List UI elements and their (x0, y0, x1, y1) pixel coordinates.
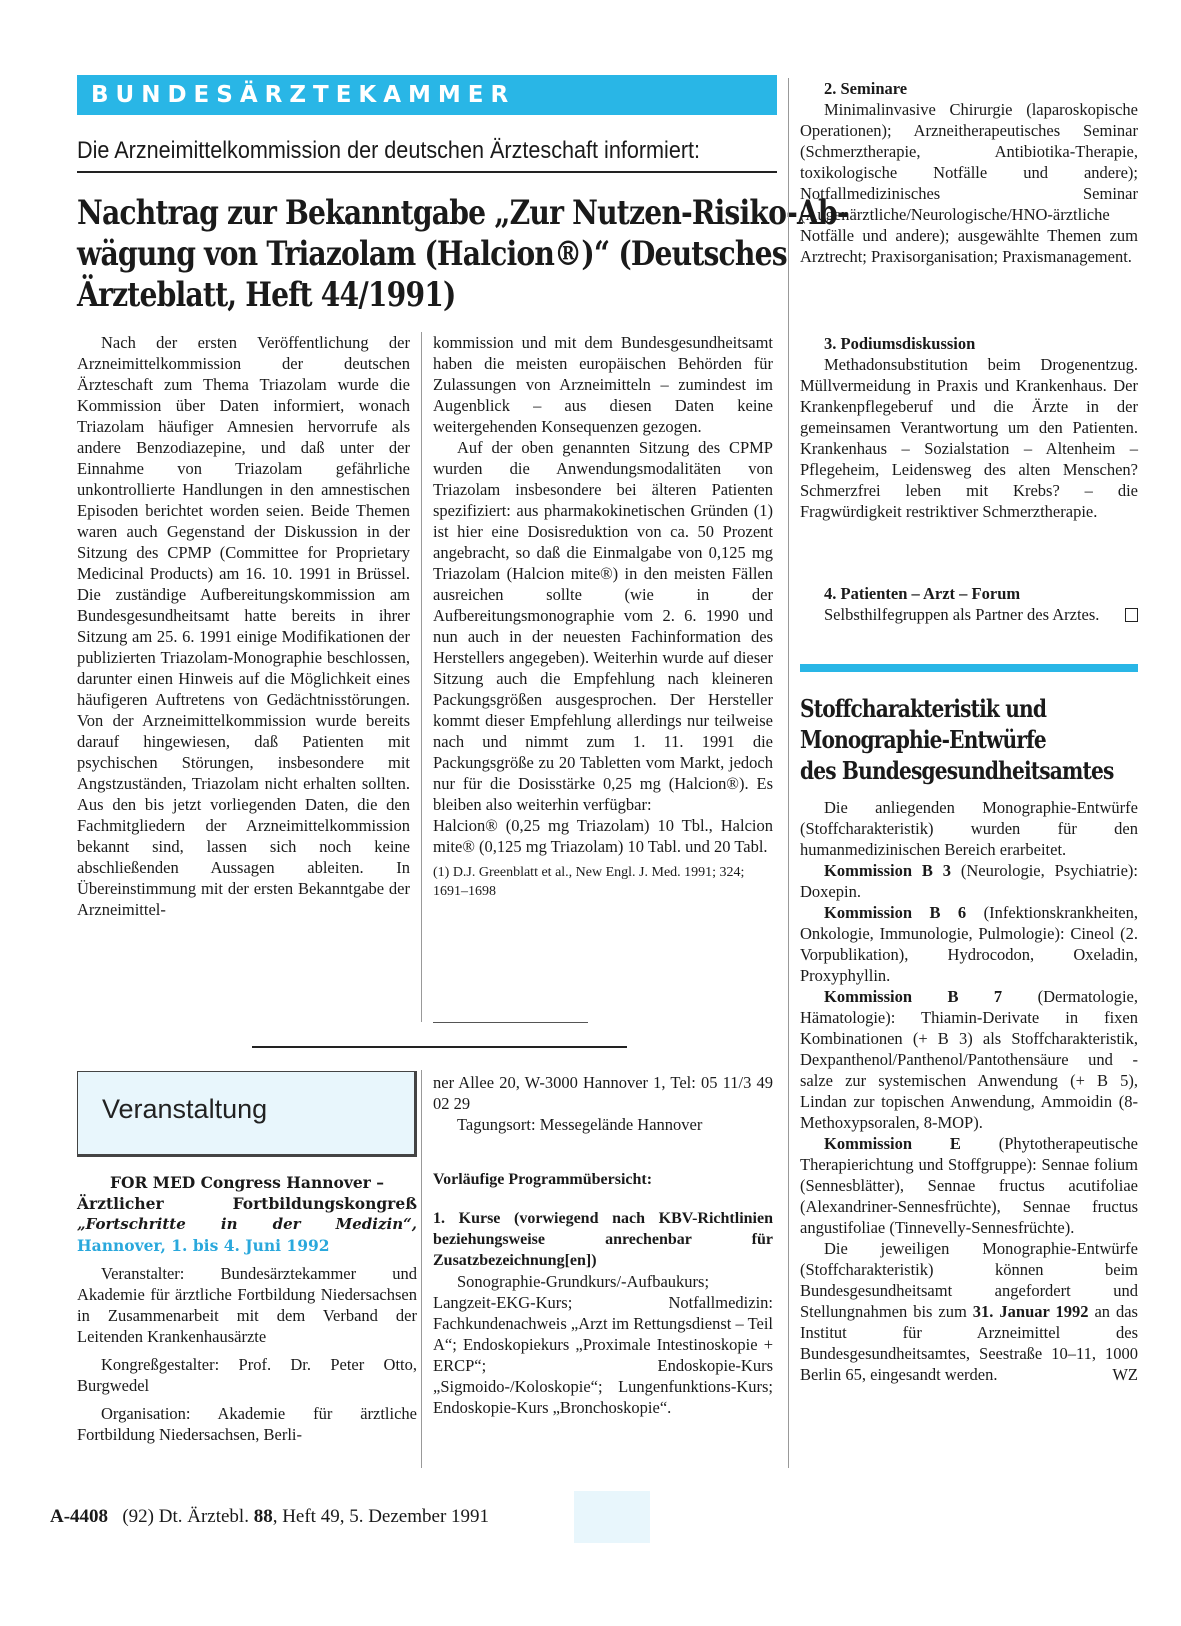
stoff-closing (800, 1238, 1138, 1385)
stoff-deadline: 31. Januar 1992 (972, 1302, 1089, 1321)
article-paragraph: Nach der ersten Veröffentlichung der Arzneimittelkommission der deutschen Ärzteschaft zum Thema Triazolam wurde die Kommission über Daten informiert, wonach Triazolam häufiger Amnesien hervorrufe als andere Benzodiazepine, und daß unter der Einnahme von Triazolam gefährliche unkontrollierte Handlungen in den amnestischen Episoden berichtet worden seien. Beide Themen waren auch Gegenstand der Diskussion in der Sitzung des CPMP (Committee for Proprietary Medicinal Products) am 16. 10. 1991 in Brüssel. Die zuständige Aufbereitungskommission am Bundesgesundheitsamt hatte bereits in ihrer Sitzung am 25. 6. 1991 einige Modifikationen der publizierten Triazolam-Monographie beschlossen, darunter einen Hinweis auf die Möglichkeit eines häufigeren Auftretens von Gedächtnisstörungen. Von der Arzneimittelkommission wurde bereits darauf hingewiesen, daß Patienten mit psychischen Störungen, insbesondere mit Angstzuständen, Triazolam nicht erhalten sollten. Aus den bis jetzt vorliegenden Daten, die den Fachmitgliedern der Arzneimittelkommission bekannt sind, lassen sich noch keine abschließenden Aussagen ableiten. In Übereinstimmung mit der ersten Bekanntgabe der Arzneimittel- (77, 333, 410, 919)
journal-name: Dt. Ärztebl. (158, 1506, 249, 1527)
stoff-kommission-b3 (800, 860, 1138, 902)
program-forum-heading: 4. Patienten – Arzt – Forum (824, 584, 1021, 603)
kommission-text: (Dermatologie, Hämatologie): Thiamin-Derivate in fixen Kombinationen (+ B 3) als Stoffcharakteristik, Dexpanthenol/Panthenol/Pantothensäure und -salze zur systemischen Anwendung (+ B 5), Lindan zur topischen Anwendung, Ammoidin (8-Methoxypsoralen, 8-MOP). (800, 987, 1138, 1132)
stoff-kommission-b6 (800, 902, 1138, 986)
stoff-headline-line-3: des Bundesgesundheitsamtes (800, 756, 1114, 785)
program-podium-text: Methadonsubstitution beim Drogenentzug. Müllvermeidung in Praxis und Krankenhaus. Der Krankenpflegeberuf und die Ärzte in der gemeinsamen Verantwortung um den Patienten. Krankenhaus – Sozialstation – Altenheim – Pflegeheim, Leidensweg des alten Menschen? Schmerzfrei leben mit Krebs? – die Fragwürdigkeit restriktiver Schmerztherapie. (800, 355, 1138, 521)
stoff-kommission-e (800, 1133, 1138, 1238)
kommission-text: (Phytotherapeutische Therapierichtung und Stoffgruppe): Sennae folium (Sennesblätter), Sennae fructus acutifoliae (Alexandriner-Sennesfrüchte), Sennae fructus angustifoliae (Tinnevelly-Sennesfrüchte). (800, 1134, 1138, 1237)
column-divider (421, 1070, 422, 1468)
stoff-headline (800, 693, 1138, 786)
kommission-label: Kommission B 6 (824, 903, 967, 922)
article-column-1 (77, 332, 410, 920)
event-title-word: „Fortschritte (77, 1215, 186, 1233)
kommission-label: Kommission E (824, 1134, 961, 1153)
section-banner (77, 75, 777, 115)
event-tagungsort: Tagungsort: Messegelände Hannover (457, 1115, 703, 1134)
journal-volume: 88 (253, 1506, 273, 1527)
column-divider (788, 78, 789, 1468)
stoff-intro: Die anliegenden Monographie-Entwürfe (Stoffcharakteristik) wurden für den humanmedizinischen Bereich erarbeitet. (800, 798, 1138, 859)
program-seminare-heading: 2. Seminare (824, 79, 908, 98)
column-divider (421, 332, 422, 1022)
kicker-rule (77, 171, 777, 173)
program-title: Vorläufige Programmübersicht: (433, 1171, 653, 1188)
event-date: Hannover, 1. bis 4. Juni 1992 (77, 1236, 330, 1255)
accent-bar (800, 664, 1138, 672)
event-title-word: der (272, 1215, 301, 1233)
event-label-box (77, 1071, 417, 1157)
kommission-label: Kommission B 3 (824, 861, 952, 880)
event-title-line-1: FOR MED Congress Hannover – (110, 1173, 384, 1192)
program-seminare (800, 78, 1138, 267)
page-footer (50, 1506, 489, 1528)
headline-line-3: Ärzteblatt, Heft 44/1991) (77, 275, 456, 315)
event-title-word: in (220, 1215, 238, 1233)
event-kongressgestalter: Kongreßgestalter: Prof. Dr. Peter Otto, Burgwedel (77, 1355, 417, 1395)
program-podium-heading: 3. Podiumsdiskussion (824, 334, 976, 353)
journal-issue: , Heft 49, 5. Dezember 1991 (272, 1506, 490, 1527)
article-reference: (1) D.J. Greenblatt et al., New Engl. J. Med. 1991; 324; 1691–1698 (433, 865, 745, 899)
author-signature: WZ (1112, 1365, 1138, 1384)
event-title-word: Ärztlicher (77, 1194, 164, 1213)
article-paragraph: Auf der oben genannten Sitzung des CPMP wurden die Anwendungsmodalitäten von Triazolam insbesondere bei älteren Patienten spezifiziert: aus pharmakokinetischen Gründen (1) ist hier eine Dosisreduktion von ca. 50 Prozent angebracht, so daß die Einmalgabe von 0,125 mg Triazolam (Halcion mite®) in den meisten Fällen ausreichen sollte (wie in der Aufbereitungsmonographie vom 2. 6. 1990 und nun auch in der neuesten Fachinformation des Herstellers angegeben). Weiterhin wurde auf dieser Sitzung auch die Empfehlung nach kleineren Packungsgrößen ausgesprochen. Der Hersteller kommt dieser Empfehlung allerdings nur teilweise nach und nimmt zum 1. 11. 1991 die Packungsgröße zu 20 Tabletten vom Markt, jedoch nur für die Dosisstärke 0,25 mg (Halcion®). Es bleiben also weiterhin verfügbar: (433, 438, 773, 814)
stoff-kommission-b7 (800, 986, 1138, 1133)
section-separator (252, 1046, 627, 1048)
reference-rule (433, 1022, 588, 1023)
kommission-text: (Neurologie, Psychiatrie): Doxepin. (800, 861, 1138, 901)
kommission-label: Kommission B 7 (824, 987, 1003, 1006)
article-paragraph: Halcion® (0,25 mg Triazolam) 10 Tbl., Halcion mite® (0,125 mg Triazolam) 10 Tabl. und 20 Tabl. (433, 816, 773, 856)
program-podium (800, 333, 1138, 522)
program-forum (800, 583, 1138, 625)
event-organisation: Organisation: Akademie für ärztliche Fortbildung Niedersachsen, Berli- (77, 1404, 417, 1444)
article-paragraph: kommission und mit dem Bundesgesundheitsamt haben die meisten europäischen Behörden für Zulassungen von Arzneimitteln – zumindest im Augenblick – aus diesen Daten keine weitergehenden Konsequenzen gezogen. (433, 333, 773, 436)
event-column-2 (433, 1072, 773, 1418)
event-title-line-3 (77, 1214, 417, 1235)
program-seminare-text: Minimalinvasive Chirurgie (laparoskopische Operationen); Arzneitherapeutisches Seminar (Schmerztherapie, Antibiotika-Therapie, toxikologische Notfälle und andere); Notfallmedizinisches Seminar (Augenärztliche/Neurologische/HNO-ärztliche Notfälle und andere); ausgewählte Themen zum Arztrecht; Praxisorganisation; Praxismanagement. (800, 100, 1138, 266)
page-number: (92) (122, 1506, 154, 1527)
event-address: ner Allee 20, W-3000 Hannover 1, Tel: 05 11/3 49 02 29 (433, 1073, 773, 1113)
event-title-word: Fortbildungskongreß (232, 1194, 417, 1213)
end-mark-icon (1125, 608, 1138, 622)
headline-line-1: Nachtrag zur Bekanntgabe „Zur Nutzen-Risiko-Ab- (77, 193, 848, 233)
section-banner-text: BUNDESÄRZTEKAMMER (91, 82, 516, 108)
event-title-word: Medizin“, (335, 1215, 417, 1233)
headline-line-2: wägung von Triazolam (Halcion®)“ (Deutsches (77, 234, 787, 274)
stoff-body (800, 797, 1138, 1385)
program-kurse-text: Sonographie-Grundkurs/-Aufbaukurs; Langzeit-EKG-Kurs; Notfallmedizin: Fachkundenachweis „Arzt im Rettungsdienst – Teil A“; Endoskopiekurs „Proximale Intestinoskopie + ERCP“; Endoskopie-Kurs „Sigmoido-/Koloskopie“; Lungenfunktions-Kurs; Endoskopie-Kurs „Bronchoskopie“. (433, 1272, 773, 1417)
program-kurse-heading: 1. Kurse (vorwiegend nach KBV-Richtlinien beziehungsweise anrechenbar für Zusatzbezeichnung[en]) (433, 1210, 773, 1269)
event-title-line-2 (77, 1193, 417, 1214)
program-forum-body: Selbsthilfegruppen als Partner des Arztes. (824, 605, 1100, 624)
stoff-closing-text: an das Institut für Arzneimittel des Bundesgesundheitsamtes, Seestraße 10–11, 1000 Berlin 65, eingesandt werden. (800, 1302, 1138, 1384)
article-column-2 (433, 332, 773, 901)
program-forum-text (800, 604, 1138, 625)
event-veranstalter: Veranstalter: Bundesärztekammer und Akademie für ärztliche Fortbildung Niedersachsen in Zusammenarbeit mit dem Verband der Leitenden Krankenhausärzte (77, 1264, 417, 1346)
stoff-headline-line-2: Monographie-Entwürfe (800, 725, 1046, 754)
page-code: A-4408 (50, 1506, 109, 1527)
footer-tint (574, 1491, 650, 1543)
event-title (77, 1172, 417, 1256)
kicker: Die Arzneimittelkommission der deutschen Ärzteschaft informiert: (77, 137, 701, 164)
stoff-headline-line-1: Stoffcharakteristik und (800, 694, 1047, 723)
kommission-text: (Infektionskrankheiten, Onkologie, Immunologie, Pulmologie): Cineol (2. Vorpublikation), Hydrocodon, Oxeladin, Proxyphyllin. (800, 903, 1138, 985)
stoff-closing-text: Die jeweiligen Monographie-Entwürfe (Stoffcharakteristik) können beim Bundesgesundheitsamt angefordert und Stellungnahmen bis zum (800, 1239, 1138, 1321)
event-label: Veranstaltung (102, 1094, 268, 1124)
headline (77, 193, 848, 316)
event-column-1 (77, 1263, 417, 1452)
